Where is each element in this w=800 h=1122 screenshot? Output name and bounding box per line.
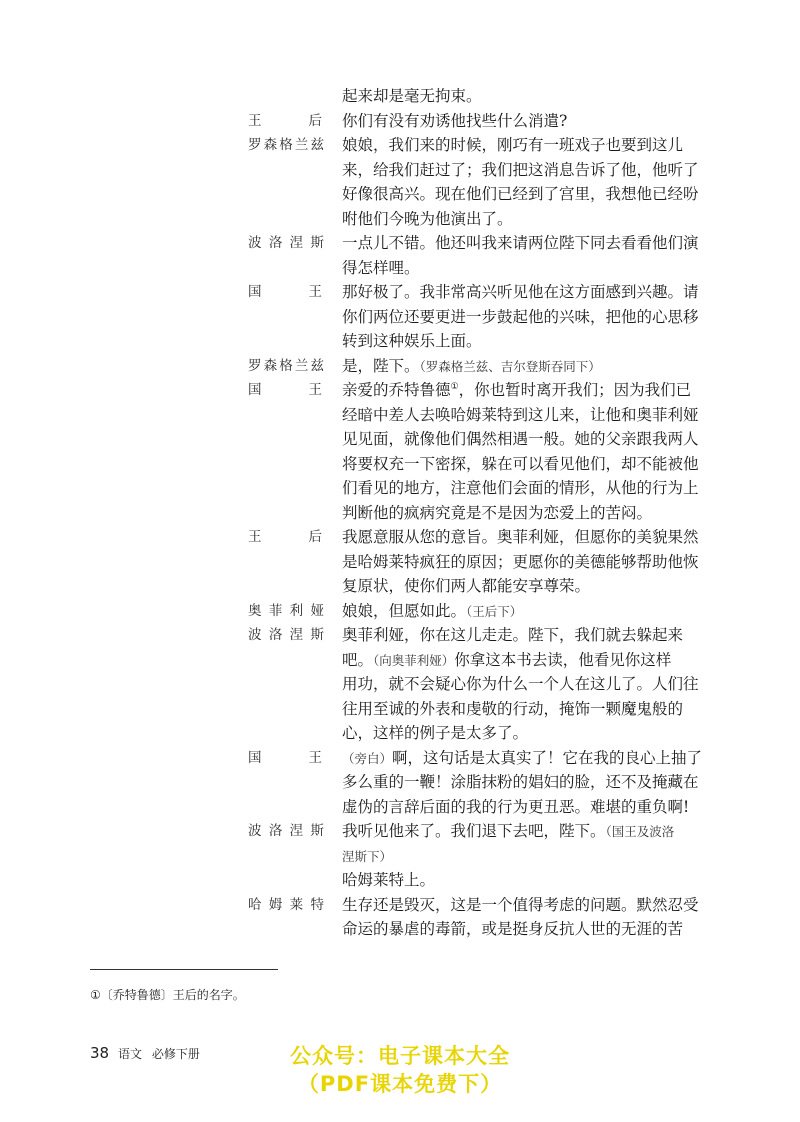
speaker-char: 斯 — [310, 823, 324, 839]
dialogue-segment: 你们两位还要更进一步鼓起他的兴味，把他的心思移 — [342, 307, 699, 326]
dialogue-segment: 复原状，使你们两人都能安享尊荣。 — [342, 577, 591, 595]
dialogue-segment: 你们有没有劝诱他找些什么消遣? — [342, 111, 568, 130]
script-line — [248, 476, 708, 501]
dialogue-segment: 奥菲利娅，你在这儿走走。陛下，我们就去躲起来 — [342, 626, 684, 644]
speaker-char: 娅 — [310, 602, 324, 619]
speaker-char: 罗 — [248, 357, 262, 374]
speaker-char: 王 — [308, 749, 322, 766]
speaker-name — [248, 280, 322, 305]
script-line — [248, 574, 708, 599]
speaker-name — [248, 893, 324, 918]
dialogue-segment: 判断他的疯病究竟是不是因为恋爱上的苦闷。 — [342, 503, 653, 522]
dialogue-text — [342, 795, 689, 820]
dialogue-segment: 经暗中差人去唤哈姆莱特到这儿来，让他和奥菲利娅 — [342, 405, 699, 424]
dialogue-segment: 好像很高兴。现在他们已经到了宫里，我想他已经吩 — [342, 185, 699, 203]
dialogue-text — [342, 672, 699, 697]
watermark-line-2: （PDF课本免费下） — [297, 1072, 503, 1096]
speaker-char: 斯 — [310, 235, 324, 251]
dialogue-segment: 一点儿不错。他还叫我来请两位陛下同去看看他们演 — [342, 234, 699, 252]
script-line — [248, 819, 708, 844]
dialogue-segment: 用功，就不会疑心你为什么一个人在这儿了。人们往 — [342, 675, 699, 693]
speaker-name — [248, 623, 324, 648]
dialogue-text — [342, 648, 671, 674]
stage-direction: （国王及波洛 — [605, 824, 675, 839]
dialogue-segment: 娘娘，我们来的时候，刚巧有一班戏子也要到这儿 — [342, 136, 684, 154]
dialogue-text — [342, 329, 482, 354]
dialogue-text — [342, 819, 674, 845]
dialogue-text — [342, 158, 699, 183]
dialogue-text — [342, 84, 482, 109]
script-line — [248, 378, 708, 403]
script-line — [248, 158, 708, 183]
speaker-char: 兹 — [310, 137, 324, 153]
dialogue-text — [342, 231, 699, 256]
speaker-char: 后 — [308, 112, 322, 129]
dialogue-text — [342, 623, 683, 648]
dialogue-text — [342, 378, 691, 403]
script-line — [248, 133, 708, 158]
dialogue-text — [342, 305, 699, 330]
dialogue-text — [342, 550, 699, 575]
script-line — [248, 550, 708, 575]
dialogue-text — [342, 574, 590, 599]
script-line — [248, 182, 708, 207]
speaker-char: 国 — [248, 382, 262, 398]
stage-direction: 涅斯下） — [342, 848, 393, 864]
dialogue-segment: 见见面，就像他们偶然相遇一般。她的父亲跟我两人 — [342, 430, 699, 448]
speaker-name — [248, 746, 322, 771]
speaker-char: 兹 — [310, 357, 324, 374]
speaker-char: 后 — [308, 529, 322, 545]
script-line — [248, 868, 708, 893]
dialogue-text — [342, 280, 699, 305]
dialogue-text — [342, 501, 652, 526]
script-line — [248, 501, 708, 526]
dialogue-text — [342, 452, 699, 477]
script-line — [248, 721, 708, 746]
dialogue-segment: 往用至诚的外表和虔敬的行动，掩饰一颗魔鬼般的 — [342, 699, 684, 718]
dialogue-text — [342, 427, 699, 452]
speaker-name — [248, 109, 322, 134]
page-number: 38 — [90, 1044, 110, 1062]
speaker-char: 格 — [279, 137, 293, 153]
script-body — [248, 84, 708, 942]
speaker-char: 涅 — [289, 627, 304, 643]
dialogue-text — [342, 403, 699, 428]
speaker-char: 王 — [248, 112, 262, 129]
script-line — [248, 648, 708, 673]
dialogue-text — [342, 844, 392, 870]
footnote-divider — [90, 969, 278, 970]
dialogue-text — [342, 207, 513, 232]
speaker-char: 兰 — [294, 357, 309, 374]
dialogue-segment: 转到这种娱乐上面。 — [342, 332, 482, 350]
stage-direction: （旁白） — [342, 750, 393, 766]
speaker-char: 莱 — [289, 896, 304, 913]
dialogue-text — [342, 256, 420, 281]
stage-direction: （王后下） — [466, 603, 523, 619]
dialogue-text — [342, 133, 683, 158]
script-line — [248, 697, 708, 722]
dialogue-text — [342, 770, 699, 795]
stage-direction: （向奥菲利娅） — [373, 652, 455, 668]
speaker-char: 利 — [289, 602, 304, 619]
footnote: ①〔乔特鲁德〕王后的名字。 — [90, 988, 245, 1002]
dialogue-segment: 亲爱的乔特鲁德 — [342, 381, 451, 399]
script-line — [248, 427, 708, 452]
speaker-char: 菲 — [268, 602, 283, 619]
speaker-char: 国 — [248, 284, 262, 300]
speaker-char: 涅 — [289, 823, 304, 839]
speaker-char: 森 — [263, 137, 278, 153]
dialogue-segment: 生存还是毁灭，这是一个值得考虑的问题。默然忍受 — [342, 895, 699, 914]
speaker-char: 洛 — [268, 627, 283, 643]
dialogue-segment: ，你也暂时离开我们；因为我们已 — [458, 381, 692, 399]
script-line — [248, 746, 708, 771]
speaker-char: 洛 — [268, 235, 283, 251]
speaker-char: 奥 — [248, 602, 262, 619]
dialogue-segment: 是哈姆莱特疯狂的原因；更愿你的美德能够帮助他恢 — [342, 552, 699, 571]
speaker-char: 波 — [248, 235, 262, 251]
speaker-name — [248, 378, 322, 403]
speaker-char: 兰 — [294, 137, 309, 153]
dialogue-segment: 来，给我们赶过了；我们把这消息告诉了他，他听了 — [342, 160, 699, 179]
dialogue-text — [342, 109, 567, 134]
script-line — [248, 305, 708, 330]
dialogue-text — [342, 525, 699, 550]
speaker-char: 森 — [263, 357, 278, 374]
speaker-name — [248, 525, 322, 550]
dialogue-segment: 哈姆莱特上。 — [342, 871, 436, 889]
script-line — [248, 795, 708, 820]
script-line — [248, 770, 708, 795]
script-line — [248, 403, 708, 428]
dialogue-segment: 咐他们今晚为他演出了。 — [342, 209, 513, 228]
script-line — [248, 672, 708, 697]
dialogue-segment: 起来却是毫无拘束。 — [342, 87, 482, 105]
speaker-char: 格 — [279, 357, 293, 374]
script-line — [248, 84, 708, 109]
script-line — [248, 256, 708, 281]
speaker-name — [248, 231, 324, 256]
script-line — [248, 917, 708, 942]
dialogue-segment: 我愿意服从您的意旨。奥菲利娅，但愿你的美貌果然 — [342, 528, 699, 546]
script-line — [248, 207, 708, 232]
watermark-line-1: 公众号：电子课本大全 — [290, 1044, 510, 1068]
dialogue-segment: 啊，这句话是太真实了！它在我的良心上抽了 — [392, 748, 703, 767]
dialogue-segment: 是，陛下。 — [342, 356, 420, 375]
footnote-marker: ① — [450, 381, 459, 392]
dialogue-text — [342, 697, 683, 722]
script-line — [248, 329, 708, 354]
speaker-name — [248, 354, 324, 379]
dialogue-text — [342, 476, 699, 501]
dialogue-segment: 你拿这本书去读，他看见你这样 — [454, 650, 672, 669]
dialogue-text — [342, 917, 683, 942]
dialogue-text — [342, 868, 435, 893]
dialogue-segment: 多么重的一鞭！涂脂抹粉的娼妇的脸，还不及掩藏在 — [342, 773, 699, 791]
dialogue-segment: 我听见他来了。我们退下去吧，陛下。 — [342, 822, 606, 840]
dialogue-segment: 将要权充一下密探，躲在可以看见他们，却不能被他 — [342, 454, 699, 473]
script-line — [248, 354, 708, 379]
speaker-char: 姆 — [268, 896, 283, 913]
speaker-char: 特 — [310, 896, 324, 913]
stage-direction: （罗森格兰兹、吉尔登斯吞同下） — [419, 358, 601, 374]
speaker-char: 王 — [308, 284, 322, 300]
dialogue-text — [342, 893, 699, 918]
speaker-char: 王 — [308, 382, 322, 398]
dialogue-text — [342, 354, 601, 380]
script-line — [248, 844, 708, 869]
speaker-char: 罗 — [248, 137, 262, 153]
speaker-char: 哈 — [248, 896, 262, 913]
script-line — [248, 280, 708, 305]
dialogue-text — [342, 599, 522, 625]
speaker-name — [248, 819, 324, 844]
speaker-char: 斯 — [310, 627, 324, 643]
speaker-name — [248, 133, 324, 158]
script-line — [248, 893, 708, 918]
speaker-name — [248, 599, 324, 624]
speaker-char: 国 — [248, 749, 262, 766]
speaker-char: 涅 — [289, 235, 304, 251]
speaker-char: 王 — [248, 529, 262, 545]
book-name: 语文 必修下册 — [118, 1047, 200, 1061]
dialogue-segment: 们看见的地方，注意他们会面的情形，从他的行为上 — [342, 479, 699, 497]
dialogue-segment: 吧。 — [342, 650, 374, 669]
script-line — [248, 525, 708, 550]
dialogue-text — [342, 746, 702, 772]
dialogue-segment: 命运的暴虐的毒箭，或是挺身反抗人世的无涯的苦 — [342, 920, 684, 938]
dialogue-segment: 那好极了。我非常高兴听见他在这方面感到兴趣。请 — [342, 283, 699, 301]
script-line — [248, 599, 708, 624]
dialogue-text — [342, 721, 528, 746]
speaker-char: 波 — [248, 627, 262, 643]
speaker-char: 洛 — [268, 823, 283, 839]
dialogue-segment: 虚伪的言辞后面的我的行为更丑恶。难堪的重负啊! — [342, 797, 690, 816]
script-line — [248, 231, 708, 256]
dialogue-segment: 得怎样哩。 — [342, 258, 420, 277]
script-line — [248, 109, 708, 134]
dialogue-text — [342, 182, 699, 207]
speaker-char: 波 — [248, 823, 262, 839]
dialogue-segment: 心，这样的例子是太多了。 — [342, 724, 529, 742]
script-line — [248, 623, 708, 648]
dialogue-segment: 娘娘，但愿如此。 — [342, 601, 467, 620]
script-line — [248, 452, 708, 477]
